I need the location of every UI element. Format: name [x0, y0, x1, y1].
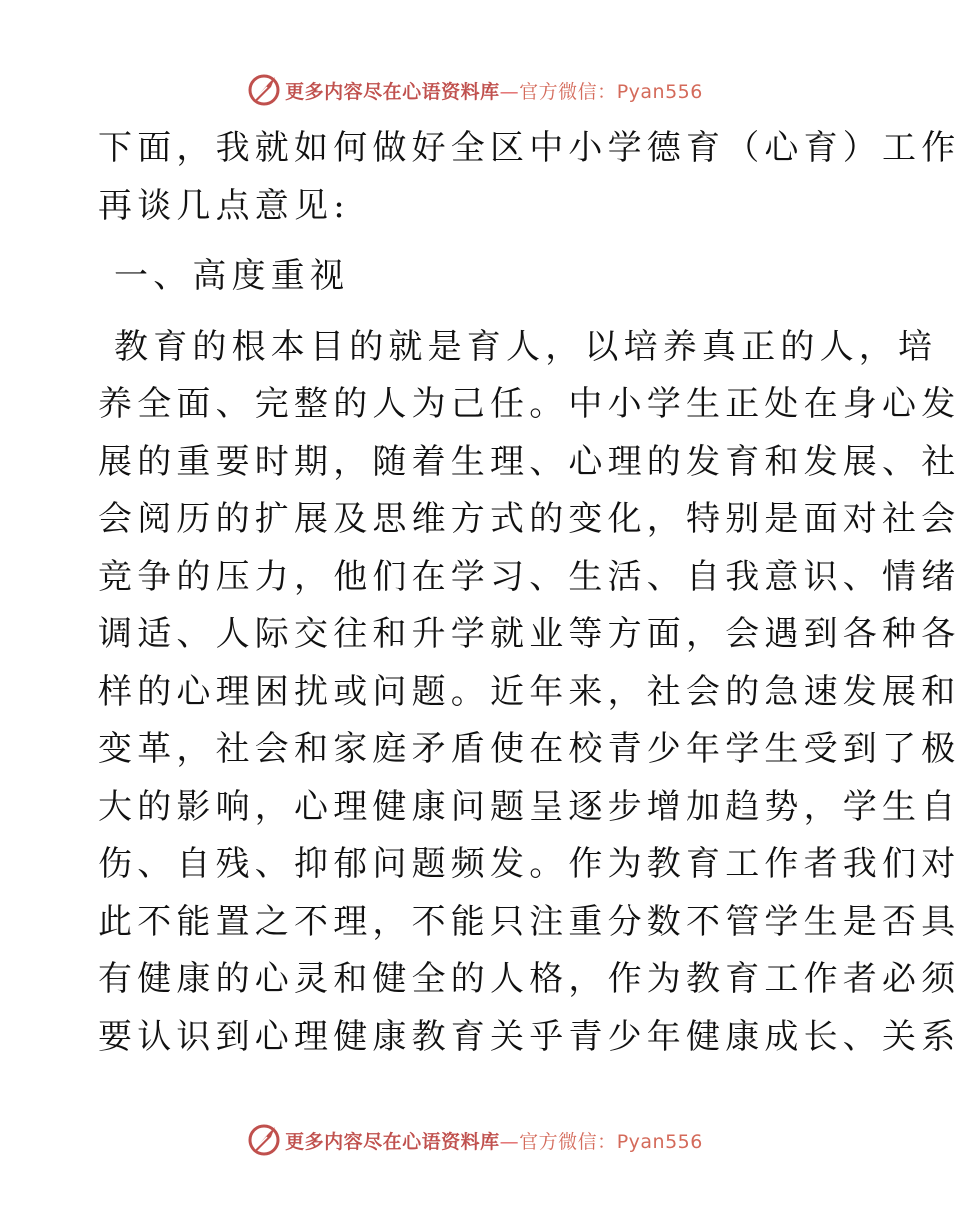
- section-heading: 一、高度重视: [98, 256, 350, 296]
- body-line-2: 养全面、完整的人为己任。中小学生正处在身心发: [98, 384, 960, 424]
- body-line-3: 展的重要时期，随着生理、心理的发育和发展、社: [98, 441, 960, 482]
- document-body: [98, 120, 960, 1066]
- header-watermark: [0, 70, 950, 110]
- intro-line-2: 再谈几点意见:: [98, 185, 350, 226]
- body-line-4: 会阅历的扩展及思维方式的变化，特别是面对社会: [98, 499, 960, 539]
- body-line-12: 有健康的心灵和健全的人格，作为教育工作者必须: [98, 959, 960, 999]
- watermark-text: [285, 77, 703, 104]
- body-line-1: 教育的根本目的就是育人，以培养真正的人，培: [98, 326, 938, 367]
- watermark-main-text: 更多内容尽在心语资料库: [285, 80, 500, 103]
- watermark-wechat-id: Pyan556: [616, 80, 703, 103]
- watermark-wechat-id: Pyan556: [616, 1130, 703, 1153]
- body-line-13: 要认识到心理健康教育关乎青少年健康成长、关系: [98, 1016, 960, 1057]
- body-line-8: 变革，社会和家庭矛盾使在校青少年学生受到了极: [98, 729, 960, 769]
- watermark-text: [285, 1127, 703, 1154]
- watermark-dash: —: [499, 1130, 520, 1153]
- watermark-wechat-label: 官方微信：: [519, 1130, 617, 1153]
- quill-logo-icon: [247, 1123, 281, 1157]
- body-line-7: 样的心理困扰或问题。近年来，社会的急速发展和: [98, 671, 960, 712]
- body-line-10: 伤、自残、抑郁问题频发。作为教育工作者我们对: [98, 844, 960, 884]
- body-line-9: 大的影响，心理健康问题呈逐步增加趋势，学生自: [98, 786, 960, 827]
- body-line-6: 调适、人际交往和升学就业等方面，会遇到各种各: [98, 614, 960, 654]
- footer-watermark: [0, 1120, 950, 1160]
- quill-logo-icon: [247, 73, 281, 107]
- body-line-11: 此不能置之不理，不能只注重分数不管学生是否具: [98, 901, 960, 942]
- body-line-5: 竞争的压力，他们在学习、生活、自我意识、情绪: [98, 556, 960, 597]
- intro-line-1: 下面，我就如何做好全区中小学德育（心育）工作: [98, 128, 960, 168]
- watermark-wechat-label: 官方微信：: [519, 80, 617, 103]
- watermark-main-text: 更多内容尽在心语资料库: [285, 1130, 500, 1153]
- watermark-dash: —: [499, 80, 520, 103]
